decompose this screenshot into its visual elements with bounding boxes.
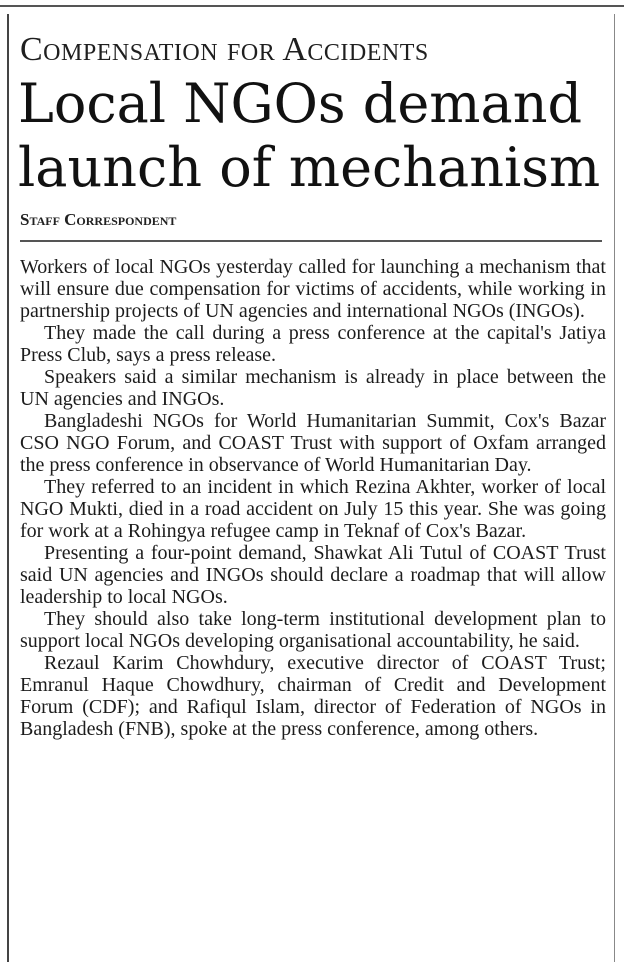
- article-byline: Staff Correspondent: [20, 210, 177, 229]
- article-paragraph: Speakers said a similar mechanism is already in place between the UN agencies and INGOs.: [20, 366, 606, 410]
- article-headline: Local NGOs demand launch of mechanism: [18, 72, 601, 199]
- article-body: [20, 256, 606, 740]
- article-paragraph: Bangladeshi NGOs for World Humanitarian Summit, Cox's Bazar CSO NGO Forum, and COAST Trust with support of Oxfam arranged the press conference in observance of World Humanitarian Day.: [20, 410, 606, 476]
- byline-divider: [20, 240, 602, 242]
- article-paragraph: They referred to an incident in which Rezina Akhter, worker of local NGO Mukti, died in a road accident on July 15 this year. She was going for work at a Rohingya refugee camp in Teknaf of Cox's Bazar.: [20, 476, 606, 542]
- article-paragraph: They should also take long-term institutional development plan to support local NGOs developing organisational accountability, he said.: [20, 608, 606, 652]
- article-paragraph: Workers of local NGOs yesterday called for launching a mechanism that will ensure due compensation for victims of accidents, while working in partnership projects of UN agencies and international NGOs (INGOs).: [20, 256, 606, 322]
- left-column-rule: [7, 14, 9, 962]
- right-column-rule: [614, 14, 615, 962]
- article-paragraph: They made the call during a press conference at the capital's Jatiya Press Club, says a press release.: [20, 322, 606, 366]
- top-border-rule: [0, 0, 624, 7]
- article-paragraph: Rezaul Karim Chowhdury, executive director of COAST Trust; Emranul Haque Chowdhury, chairman of Credit and Development Forum (CDF); and Rafiqul Islam, director of Federation of NGOs in Bangladesh (FNB), spoke at the press conference, among others.: [20, 652, 606, 740]
- article-paragraph: Presenting a four-point demand, Shawkat Ali Tutul of COAST Trust said UN agencies and INGOs should declare a roadmap that will allow leadership to local NGOs.: [20, 542, 606, 608]
- article-kicker: Compensation for Accidents: [20, 31, 429, 68]
